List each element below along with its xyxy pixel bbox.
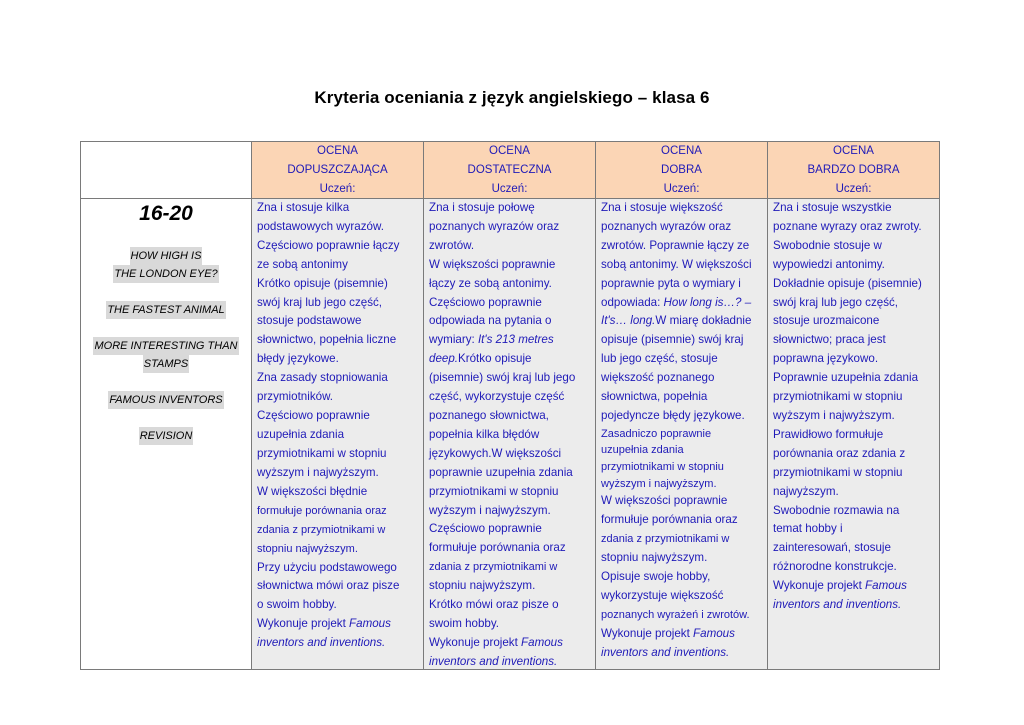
points-range: 16-20 [139, 202, 193, 225]
criteria-line: swój kraj lub jego część, [257, 295, 383, 309]
criteria-line: zdania z przymiotnikami w [601, 533, 730, 546]
criteria-line: przymiotnikami w stopniu [257, 446, 387, 460]
criteria-line: wypowiedzi antonimy. [773, 257, 885, 271]
header-dobra [596, 142, 768, 199]
criteria-line: wykorzystuje większość [601, 588, 724, 602]
header-label: OCENA [317, 145, 358, 157]
example-phrase: How long is…? – [663, 295, 752, 309]
criteria-line: W większości błędnie [257, 484, 368, 498]
header-dopuszczajaca [252, 142, 424, 199]
criteria-line: zdania z przymiotnikami w [257, 523, 386, 536]
criteria-line: zwrotów. Poprawnie łączy ze [601, 238, 750, 252]
criteria-line: porównania oraz zdania z [773, 446, 906, 460]
grading-table [80, 141, 940, 670]
criteria-line: Zna zasady stopniowania [257, 371, 388, 385]
criteria-line: wyższym i najwyższym. [601, 477, 717, 490]
criteria-line: wyższym i najwyższym. [773, 408, 895, 422]
criteria-line: błędy językowe. [257, 352, 339, 366]
example-phrase: deep. [429, 352, 459, 366]
criteria-line: swoim hobby. [429, 617, 500, 631]
criteria-line: część, wykorzystuje część [429, 390, 565, 404]
criteria-line [257, 615, 419, 634]
criteria-line: Zna i stosuje kilka [257, 201, 350, 214]
criteria-line [257, 634, 419, 653]
criteria-line [773, 577, 935, 596]
topics-cell [81, 199, 252, 670]
project-title: Famous [349, 617, 391, 631]
criteria-line: swój kraj lub jego część, [773, 295, 899, 309]
criteria-line: Zna i stosuje wszystkie [773, 201, 892, 214]
criteria-line: Swobodnie stosuje w [773, 238, 882, 252]
criteria-line: łączy ze sobą antonimy. [429, 276, 552, 290]
criteria-line: przymiotników. [257, 390, 334, 404]
example-phrase: It's… long. [601, 314, 656, 328]
topic-how-high-line1: HOW HIGH IS [130, 247, 203, 265]
topic-how-high-line2: THE LONDON EYE? [113, 265, 218, 283]
criteria-line: Zna i stosuje większość [601, 201, 723, 214]
criteria-line: poprawnie pyta o wymiary i [601, 276, 741, 290]
criteria-line: różnorodne konstrukcje. [773, 560, 897, 574]
criteria-line: zainteresowań, stosuje [773, 541, 891, 555]
header-label: OCENA [661, 145, 702, 157]
project-title: Famous [521, 635, 563, 649]
topic-revision: REVISION [139, 427, 194, 445]
criteria-line [429, 653, 591, 670]
criteria-line: Przy użyciu podstawowego [257, 560, 397, 574]
topic-fastest-animal: THE FASTEST ANIMAL [106, 301, 225, 319]
criteria-line: zdania z przymiotnikami w [429, 561, 558, 574]
criteria-bardzo-dobra [768, 199, 940, 670]
criteria-text: Wykonuje projekt [601, 626, 694, 640]
topic-more-interesting-line1: MORE INTERESTING THAN [93, 337, 238, 355]
criteria-dopuszczajaca [252, 199, 424, 670]
project-title: Famous [865, 579, 907, 593]
criteria-line: Dokładnie opisuje (pisemnie) [773, 276, 922, 290]
criteria-line: W większości poprawnie [601, 494, 728, 508]
header-grade: DOSTATECZNA [467, 164, 552, 176]
criteria-line: przymiotnikami w stopniu [773, 465, 903, 479]
criteria-line [601, 644, 763, 663]
header-label: OCENA [489, 145, 530, 157]
criteria-line: poprawnie uzupełnia zdania [429, 465, 573, 479]
criteria-line: Zasadniczo poprawnie [601, 427, 712, 440]
criteria-line: Krótko opisuje (pisemnie) [257, 276, 388, 290]
header-grade: BARDZO DOBRA [807, 164, 900, 176]
criteria-line: słownictwo; praca jest [773, 333, 886, 347]
header-bardzo-dobra [768, 142, 940, 199]
criteria-line: stopniu najwyższym. [257, 542, 358, 555]
criteria-line: sobą antonimy. W większości [601, 257, 752, 271]
criteria-line: poznanych wyrazów oraz [429, 219, 560, 233]
criteria-line: zwrotów. [429, 238, 475, 252]
criteria-line: Swobodnie rozmawia na [773, 503, 900, 517]
criteria-text: Wykonuje projekt [257, 617, 350, 631]
criteria-line [601, 625, 763, 644]
criteria-line: poprawna językowo. [773, 352, 879, 366]
criteria-line: Opisuje swoje hobby, [601, 569, 711, 583]
criteria-line: wyższym i najwyższym. [257, 465, 379, 479]
criteria-line: językowych.W większości [429, 446, 562, 460]
header-grade: DOBRA [661, 164, 702, 176]
criteria-line: Częściowo poprawnie łączy [257, 238, 400, 252]
header-student: Uczeń: [835, 183, 872, 195]
criteria-text: W miarę dokładnie [655, 314, 752, 328]
header-dostateczna [424, 142, 596, 199]
criteria-line: uzupełnia zdania [257, 427, 345, 441]
criteria-line [429, 350, 591, 369]
criteria-text: Krótko opisuje [458, 352, 532, 366]
criteria-line: słownictwa mówi oraz pisze [257, 579, 400, 593]
criteria-line: Zna i stosuje połowę [429, 201, 535, 214]
criteria-line: Prawidłowo formułuje [773, 427, 884, 441]
criteria-line: przymiotnikami w stopniu [429, 484, 559, 498]
criteria-line: poznanego słownictwa, [429, 408, 549, 422]
empty-header-cell [81, 142, 252, 199]
project-title: Famous [693, 626, 735, 640]
criteria-dostateczna [424, 199, 596, 670]
criteria-line: ze sobą antonimy [257, 257, 348, 271]
document-title: Kryteria oceniania z język angielskiego – klasa 6 [314, 88, 710, 107]
criteria-text: odpowiada: [601, 295, 664, 309]
criteria-line: lub jego część, stosuje [601, 352, 718, 366]
criteria-line: Poprawnie uzupełnia zdania [773, 371, 919, 385]
criteria-line: Krótko mówi oraz pisze o [429, 598, 559, 612]
criteria-line [773, 596, 935, 615]
criteria-line: większość poznanego [601, 371, 715, 385]
criteria-text: Wykonuje projekt [429, 635, 522, 649]
criteria-line: poznane wyrazy oraz zwroty. [773, 219, 922, 233]
criteria-line: podstawowych wyrazów. [257, 219, 384, 233]
criteria-line [601, 312, 763, 331]
criteria-line [429, 331, 591, 350]
criteria-line: stopniu najwyższym. [429, 579, 536, 593]
criteria-line: odpowiada na pytania o [429, 314, 552, 328]
topic-more-interesting-line2: STAMPS [143, 355, 189, 373]
criteria-line: słownictwa, popełnia [601, 390, 708, 404]
criteria-line: stosuje podstawowe [257, 314, 362, 328]
header-student: Uczeń: [491, 183, 528, 195]
header-student: Uczeń: [319, 183, 356, 195]
criteria-line: temat hobby i [773, 522, 843, 536]
criteria-line: formułuje porównania oraz [601, 513, 738, 527]
project-title: inventors and inventions. [773, 598, 902, 612]
criteria-text: Wykonuje projekt [773, 579, 866, 593]
criteria-line: (pisemnie) swój kraj lub jego [429, 371, 576, 385]
criteria-text: wymiary: [429, 333, 478, 347]
criteria-line: uzupełnia zdania [601, 444, 684, 457]
criteria-line: opisuje (pisemnie) swój kraj [601, 333, 744, 347]
criteria-line [601, 294, 763, 313]
criteria-line: Częściowo poprawnie [429, 295, 542, 309]
criteria-line: W większości poprawnie [429, 257, 556, 271]
criteria-line: Częściowo poprawnie [429, 522, 542, 536]
criteria-line: formułuje porównania oraz [429, 541, 566, 555]
criteria-line: wyższym i najwyższym. [429, 503, 551, 517]
header-label: OCENA [833, 145, 874, 157]
project-title: inventors and inventions. [429, 654, 558, 668]
criteria-line: przymiotnikami w stopniu [773, 390, 903, 404]
criteria-line: poznanych wyrazów oraz [601, 219, 732, 233]
criteria-line: pojedyncze błędy językowe. [601, 408, 745, 422]
header-grade: DOPUSZCZAJĄCA [287, 164, 388, 176]
example-phrase: It's 213 metres [477, 333, 554, 347]
header-student: Uczeń: [663, 183, 700, 195]
criteria-line: Częściowo poprawnie [257, 408, 370, 422]
criteria-line: popełnia kilka błędów [429, 427, 540, 441]
criteria-dobra [596, 199, 768, 670]
criteria-line: poznanych wyrażeń i zwrotów. [601, 608, 750, 621]
project-title: inventors and inventions. [257, 636, 386, 650]
criteria-line: słownictwo, popełnia liczne [257, 333, 397, 347]
criteria-line: stopniu najwyższym. [601, 551, 708, 565]
criteria-line: przymiotnikami w stopniu [601, 461, 724, 474]
criteria-line: najwyższym. [773, 484, 839, 498]
criteria-line [429, 634, 591, 653]
topic-famous-inventors: FAMOUS INVENTORS [108, 391, 223, 409]
criteria-line: formułuje porównania oraz [257, 504, 387, 517]
criteria-line: stosuje urozmaicone [773, 314, 880, 328]
project-title: inventors and inventions. [601, 645, 730, 659]
criteria-line: o swoim hobby. [257, 598, 337, 612]
